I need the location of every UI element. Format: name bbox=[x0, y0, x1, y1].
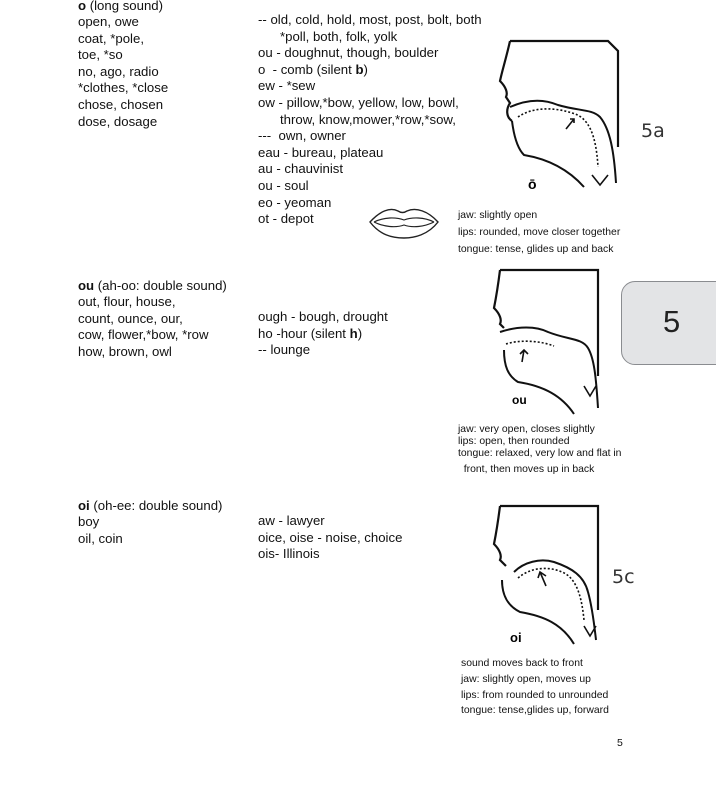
example-item: *clothes, *close bbox=[78, 80, 169, 96]
spelling-item: oice, oise - noise, choice bbox=[258, 529, 403, 545]
spelling-item: ough - bough, drought bbox=[258, 309, 388, 324]
handwritten-note: 5c bbox=[612, 566, 635, 588]
example-item: oil, coin bbox=[78, 530, 123, 546]
spelling-item: *poll, both, folk, yolk bbox=[258, 28, 398, 44]
example-item: toe, *so bbox=[78, 47, 123, 63]
heading-key: o bbox=[78, 0, 87, 13]
section-o-examples bbox=[78, 14, 168, 130]
example-item: count, ounce, our, bbox=[78, 310, 183, 326]
example-item: how, brown, owl bbox=[78, 343, 172, 359]
page-number: 5 bbox=[617, 737, 623, 749]
spelling-item: ou - soul bbox=[258, 177, 309, 193]
spelling-item: --- own, owner bbox=[258, 128, 346, 144]
section-ou-heading bbox=[78, 278, 227, 293]
spelling-item: ot - depot bbox=[258, 211, 314, 227]
caption-line: lips: rounded, move closer together bbox=[458, 227, 621, 238]
section-oi-examples bbox=[78, 514, 123, 547]
section-ou-spellings bbox=[258, 309, 388, 359]
example-item: coat, *pole, bbox=[78, 30, 144, 46]
heading-rest: (oh-ee: double sound) bbox=[89, 498, 223, 513]
spelling-item: -- old, cold, hold, most, post, bolt, both bbox=[258, 12, 482, 27]
spelling-item: ou - doughnut, though, boulder bbox=[258, 45, 439, 61]
heading-key: oi bbox=[78, 498, 90, 513]
spelling-item: ho -hour (silent h) bbox=[258, 325, 363, 341]
section-oi-spellings bbox=[258, 513, 402, 563]
handwritten-note: 5a bbox=[641, 120, 665, 142]
spelling-item: au - chauvinist bbox=[258, 161, 344, 177]
section-o-spellings bbox=[258, 12, 482, 228]
side-tab-label: 5 bbox=[663, 304, 681, 339]
diagram-label: oi bbox=[510, 630, 522, 645]
heading-key: ou bbox=[78, 278, 95, 293]
spelling-item: ow - pillow,*bow, yellow, low, bowl, bbox=[258, 94, 459, 110]
diagram-label: ō bbox=[528, 176, 537, 192]
spelling-item: eau - bureau, plateau bbox=[258, 144, 384, 160]
mouth-profile-icon bbox=[488, 500, 618, 650]
caption-line: sound moves back to front bbox=[461, 658, 583, 669]
spelling-item: o - comb (silent b) bbox=[258, 61, 368, 77]
caption-line: tongue: tense,glides up, forward bbox=[461, 705, 609, 716]
section-ou-examples bbox=[78, 294, 208, 360]
example-item: open, owe bbox=[78, 14, 139, 29]
caption-line: jaw: slightly open bbox=[458, 210, 538, 221]
lips-icon bbox=[368, 205, 440, 239]
spelling-item: ois- Illinois bbox=[258, 546, 320, 562]
caption-line: jaw: very open, closes slightly bbox=[458, 424, 595, 435]
spelling-item: -- lounge bbox=[258, 342, 311, 358]
heading-rest: (long sound) bbox=[86, 0, 164, 13]
caption-line: tongue: relaxed, very low and flat in bbox=[458, 448, 622, 459]
caption-line: lips: from rounded to unrounded bbox=[461, 690, 609, 701]
example-item: boy bbox=[78, 514, 100, 529]
spelling-item: ew - *sew bbox=[258, 78, 316, 94]
section-o-heading bbox=[78, 0, 163, 13]
spelling-item: throw, know,mower,*row,*sow, bbox=[258, 111, 456, 127]
section-oi-heading bbox=[78, 498, 222, 513]
caption-line: front, then moves up in back bbox=[458, 464, 595, 475]
caption-line: tongue: tense, glides up and back bbox=[458, 244, 614, 255]
spelling-item: aw - lawyer bbox=[258, 513, 325, 528]
caption-line: jaw: slightly open, moves up bbox=[461, 674, 591, 685]
mouth-profile-icon bbox=[488, 37, 638, 197]
example-item: chose, chosen bbox=[78, 96, 164, 112]
diagram-label: ou bbox=[512, 393, 527, 407]
heading-rest: (ah-oo: double sound) bbox=[94, 278, 227, 293]
mouth-profile-icon bbox=[488, 266, 618, 421]
caption-line: lips: open, then rounded bbox=[458, 436, 570, 447]
example-item: dose, dosage bbox=[78, 113, 158, 129]
example-item: no, ago, radio bbox=[78, 63, 159, 79]
spelling-item: eo - yeoman bbox=[258, 194, 332, 210]
example-item: out, flour, house, bbox=[78, 294, 176, 309]
side-tab[interactable] bbox=[621, 281, 716, 365]
example-item: cow, flower,*bow, *row bbox=[78, 327, 209, 343]
